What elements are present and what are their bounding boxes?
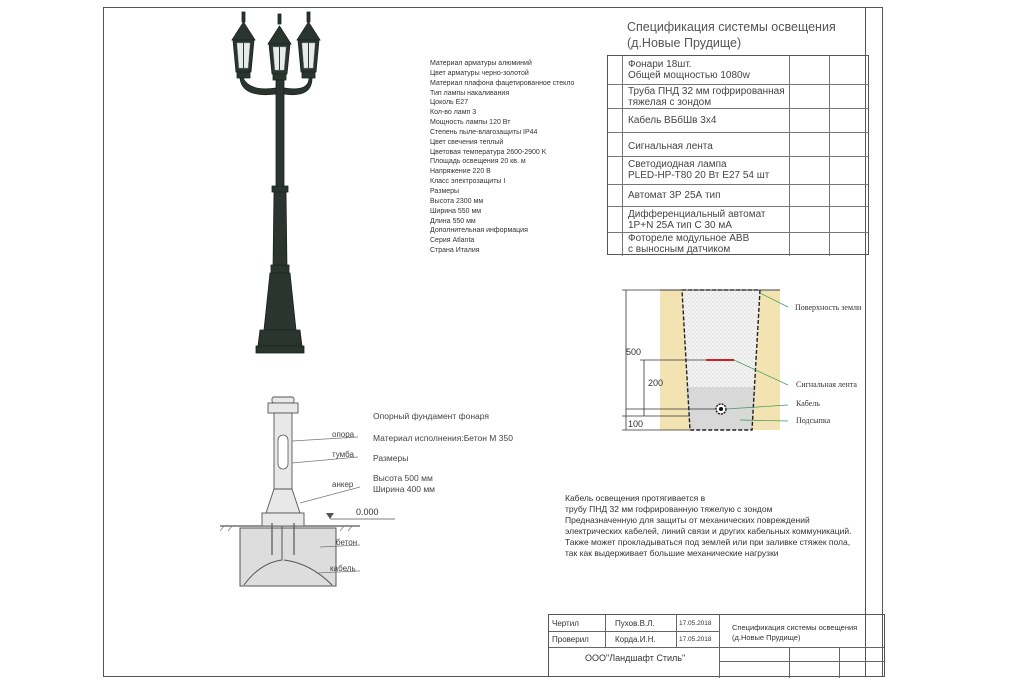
char-item: Страна Италия <box>430 247 480 255</box>
spec-title-line2: (д.Новые Прудище) <box>627 36 742 50</box>
foundation-caption-width: Ширина 400 мм <box>373 484 436 494</box>
spec-row-text: Общей мощностью 1080w <box>628 70 750 81</box>
char-item: Мощность лампы 120 Вт <box>430 119 511 127</box>
char-item: Цвет свечения теплый <box>430 138 504 146</box>
title-block-company: ООО"Ландшафт Стиль" <box>585 653 686 663</box>
char-item: Цоколь E27 <box>430 99 469 107</box>
foundation-caption-height: Высота 500 мм <box>373 473 433 483</box>
char-item: Класс электрозащиты I <box>430 178 506 186</box>
char-item: Дополнительная информация <box>430 227 528 235</box>
spec-row-text: Дифференциальный автомат <box>628 209 766 220</box>
char-item: Цвет арматуры черно-золотой <box>430 69 529 77</box>
char-item: Степень пыле-влагозащиты IP44 <box>430 128 538 136</box>
description-line: Также может прокладываться под землей или при заливке стяжек пола, <box>565 537 851 547</box>
spec-row-text: Сигнальная лента <box>628 141 713 152</box>
lantern-cap-center <box>268 26 291 44</box>
label-signal-tape: Сигнальная лента <box>796 380 857 389</box>
title-block-doc-line1: Спецификация системы освещения <box>732 623 858 632</box>
label-anker: анкер <box>332 480 354 489</box>
char-item: Высота 2300 мм <box>430 197 484 205</box>
label-tumba: тумба <box>332 450 354 459</box>
char-item: Материал арматуры алюминий <box>430 60 532 67</box>
spec-row <box>608 84 868 108</box>
spec-row <box>608 56 868 84</box>
title-block-role-checked: Проверил <box>552 635 589 644</box>
lamp-finial-left <box>242 12 245 22</box>
char-item: Серия Atlanta <box>430 237 475 245</box>
label-beton: бетон <box>336 538 358 547</box>
lantern-cap-right <box>297 22 320 40</box>
spec-row-text: с выносным датчиком <box>628 244 731 255</box>
dim-500: 500 <box>626 347 642 357</box>
dim-200: 200 <box>648 378 664 388</box>
description-line: Предназначенную для защиты от механических повреждений <box>565 515 810 525</box>
description-line: трубу ПНД 32 мм гофрированную тяжелую с зондом <box>565 504 773 514</box>
spec-row <box>608 184 868 206</box>
lamp-characteristics-list <box>430 59 574 256</box>
spec-row <box>608 156 868 184</box>
lamp-finial-center <box>278 14 281 24</box>
title-block-date-checked: 17.05.2018 <box>679 636 712 643</box>
pedestal-hatch <box>278 435 288 469</box>
foundation-caption-material: Материал исполнения:Бетон М 350 <box>373 433 513 443</box>
foundation-caption-title: Опорный фундамент фонаря <box>373 411 490 421</box>
lantern-cap-left <box>232 22 255 40</box>
title-block-name-checked: Корда.И.Н. <box>615 635 656 644</box>
foundation-caption-sizes: Размеры <box>373 453 409 463</box>
spec-row <box>608 206 868 232</box>
title-block-date-drawn: 17.05.2018 <box>679 620 712 627</box>
lamp-base <box>264 273 296 330</box>
lamp-column-upper <box>276 80 284 190</box>
cable-description <box>565 493 852 559</box>
label-ground-surface: Поверхность земли <box>795 303 862 312</box>
label-cable: Кабель <box>796 399 820 408</box>
spec-row-text: Фонари 18шт. <box>628 59 692 70</box>
char-item: Материал плафона фацетированное стекло <box>430 79 575 87</box>
spec-row-text: Фотореле модульное АВВ <box>628 233 750 244</box>
char-item: Напряжение 220 В <box>430 168 491 176</box>
spec-row <box>608 232 868 256</box>
spec-row-text: 1P+N 25A тип С 30 мА <box>628 220 732 231</box>
label-opora: опора <box>332 430 355 439</box>
lamp-base-plinth <box>256 346 304 353</box>
foundation-drawing <box>220 395 400 620</box>
spec-row-text: тяжелая с зондом <box>628 97 712 108</box>
dim-100: 100 <box>628 419 644 429</box>
spec-row-text: PLED-HP-T80 20 Вт E27 54 шт <box>628 170 770 181</box>
spec-row <box>608 108 868 132</box>
spec-row <box>608 132 868 156</box>
spec-row-text: Светодиодная лампа <box>628 159 727 170</box>
title-block-name-drawn: Пухов.В.Л. <box>615 619 655 628</box>
char-item: Размеры <box>430 187 460 195</box>
lamp-finial-right <box>307 12 310 22</box>
concrete-block <box>240 528 336 586</box>
char-item: Кол-во ламп 3 <box>430 109 477 117</box>
lamp-column-lower <box>273 190 287 270</box>
description-line: электрических кабелей, линий связи и других кабельных коммуникаций. <box>565 526 852 536</box>
spec-row-text: Кабель ВБбШв 3х4 <box>628 115 717 126</box>
spec-table <box>607 55 869 255</box>
pedestal-base <box>262 513 304 526</box>
label-kabel: кабель <box>330 564 356 573</box>
spec-row-text: Автомат 3Р 25А тип <box>628 190 721 201</box>
description-line: так как выдерживает большие механические нагрузки <box>565 548 779 558</box>
spec-title-line1: Спецификация системы освещения <box>627 20 836 34</box>
char-item: Цветовая температура 2600-2900 K <box>430 148 547 156</box>
description-line: Кабель освещения протягивается в <box>565 493 706 503</box>
label-bedding: Подсыпка <box>796 416 831 425</box>
char-item: Площадь освещения 20 кв. м <box>430 158 526 166</box>
spec-title <box>627 19 836 51</box>
label-level: 0.000 <box>356 507 379 517</box>
title-block-doc-line2: (д.Новые Прудище) <box>732 633 801 642</box>
spec-row-text: Труба ПНД 32 мм гофрированная <box>628 86 785 97</box>
char-item: Тип лампы накаливания <box>430 89 510 97</box>
char-item: Ширина 550 мм <box>430 207 482 215</box>
lamp-post-illustration <box>220 10 340 360</box>
title-block-role-drawn: Чертил <box>552 619 579 628</box>
title-block <box>548 614 885 677</box>
char-item: Длина 550 мм <box>430 217 476 225</box>
